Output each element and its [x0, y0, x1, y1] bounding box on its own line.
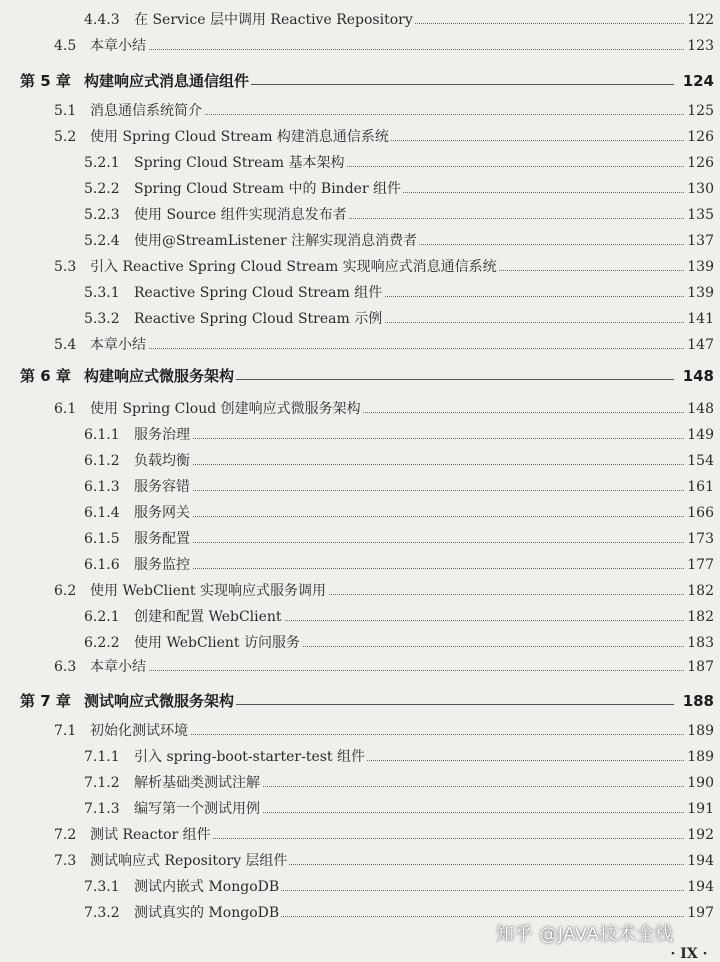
toc-entry-page: 191	[684, 797, 714, 821]
toc-entry-number: 5.3.1	[84, 285, 120, 301]
toc-entry-page: 192	[684, 823, 714, 847]
toc-leader-dots	[134, 423, 686, 439]
toc-entry-page: 197	[684, 901, 714, 925]
toc-entry-page: 190	[684, 771, 714, 795]
toc-entry-title: 解析基础类测试注解	[134, 771, 262, 795]
toc-entry-number: 6.1.2	[84, 453, 120, 469]
toc-entry-title: 构建响应式微服务架构	[84, 363, 236, 389]
toc-entry	[0, 655, 720, 679]
toc-entry-title: 使用 WebClient 实现响应式服务调用	[90, 579, 328, 603]
toc-entry-title: Spring Cloud Stream 中的 Binder 组件	[134, 177, 403, 201]
toc-entry-number: 6.1.1	[84, 427, 120, 443]
toc-entry-title: 使用 Spring Cloud 创建响应式微服务架构	[90, 397, 363, 421]
toc-entry-title: 构建响应式消息通信组件	[84, 68, 251, 94]
toc-entry-number: 5.2.1	[84, 155, 120, 171]
toc-entry-page: 125	[684, 99, 714, 123]
toc-leader-dots	[134, 527, 686, 543]
toc-entry-page: 182	[684, 579, 714, 603]
toc-entry	[0, 527, 720, 551]
toc-entry-page: 135	[684, 203, 714, 227]
toc-entry	[0, 579, 720, 603]
toc-entry-title: 服务治理	[134, 423, 192, 447]
toc-leader-dots	[90, 655, 686, 671]
toc-entry-number: 7.3.1	[84, 879, 120, 895]
toc-entry-number: 6.1	[54, 401, 77, 417]
toc-entry-number: 6.1.5	[84, 531, 120, 547]
toc-entry-title: 创建和配置 WebClient	[134, 605, 284, 629]
toc-entry-title: 服务监控	[134, 553, 192, 577]
toc-chapter	[0, 68, 720, 94]
toc-entry-number: 4.5	[54, 38, 77, 54]
toc-entry-page: 182	[684, 605, 714, 629]
toc-leader-dots	[90, 333, 686, 349]
toc-leader-dots	[134, 553, 686, 569]
toc-chapter	[0, 688, 720, 714]
toc-entry	[0, 203, 720, 227]
toc-entry-page: 123	[684, 34, 714, 58]
toc-entry-title: 初始化测试环境	[90, 719, 190, 743]
toc-entry-number: 6.1.4	[84, 505, 120, 521]
toc-entry	[0, 631, 720, 655]
toc-entry-title: 使用@StreamListener 注解实现消息消费者	[134, 229, 419, 253]
toc-entry	[0, 151, 720, 175]
toc-entry-title: Reactive Spring Cloud Stream 示例	[134, 307, 384, 331]
toc-entry-title: 引入 Reactive Spring Cloud Stream 实现响应式消息通信系统	[90, 255, 499, 279]
toc-entry	[0, 307, 720, 331]
toc-entry-number: 5.2.4	[84, 233, 120, 249]
page-number: · IX ·	[670, 946, 708, 962]
toc-entry	[0, 501, 720, 525]
toc-entry-page: 122	[684, 8, 714, 32]
toc-entry-number: 6.2.2	[84, 635, 120, 651]
toc-entry-number: 第 7 章	[20, 692, 71, 710]
toc-entry	[0, 177, 720, 201]
toc-entry-page: 189	[684, 745, 714, 769]
toc-entry-number: 6.1.3	[84, 479, 120, 495]
toc-entry-page: 149	[684, 423, 714, 447]
toc-entry-number: 5.2.3	[84, 207, 120, 223]
toc-leader-dots	[134, 449, 686, 465]
toc-entry	[0, 797, 720, 821]
toc-entry	[0, 8, 720, 32]
toc-entry	[0, 449, 720, 473]
toc-entry	[0, 849, 720, 873]
toc-entry-page: 139	[684, 255, 714, 279]
toc-leader-dots	[90, 34, 686, 50]
toc-entry	[0, 423, 720, 447]
toc-entry-page: 189	[684, 719, 714, 743]
toc-entry	[0, 333, 720, 357]
toc-leader-dots	[134, 475, 686, 491]
toc-entry-number: 7.1	[54, 723, 77, 739]
toc-entry	[0, 475, 720, 499]
toc-entry-title: Spring Cloud Stream 基本架构	[134, 151, 346, 175]
toc-leader-dots	[134, 501, 686, 517]
toc-entry-number: 第 6 章	[20, 367, 71, 385]
toc-entry-page: 148	[674, 363, 714, 389]
toc-entry-page: 166	[684, 501, 714, 525]
toc-entry	[0, 99, 720, 123]
toc-entry-title: 本章小结	[90, 655, 148, 679]
toc-chapter	[0, 363, 720, 389]
toc-entry-title: 使用 Source 组件实现消息发布者	[134, 203, 349, 227]
toc-entry-page: 173	[684, 527, 714, 551]
toc-entry-number: 7.1.3	[84, 801, 120, 817]
toc-entry-number: 6.2.1	[84, 609, 120, 625]
toc-entry-page: 188	[674, 688, 714, 714]
toc-entry	[0, 255, 720, 279]
toc-entry-title: 使用 WebClient 访问服务	[134, 631, 302, 655]
toc-entry-title: Reactive Spring Cloud Stream 组件	[134, 281, 384, 305]
toc-entry	[0, 281, 720, 305]
toc-entry-title: 本章小结	[90, 333, 148, 357]
toc-entry-page: 137	[684, 229, 714, 253]
toc-entry-title: 本章小结	[90, 34, 148, 58]
toc-entry-page: 148	[684, 397, 714, 421]
toc-entry-number: 5.1	[54, 103, 77, 119]
toc-entry-title: 在 Service 层中调用 Reactive Repository	[134, 8, 415, 32]
toc-entry	[0, 719, 720, 743]
toc-entry-title: 使用 Spring Cloud Stream 构建消息通信系统	[90, 125, 391, 149]
toc-entry-title: 测试真实的 MongoDB	[134, 901, 281, 925]
toc-entry	[0, 397, 720, 421]
toc-entry-page: 147	[684, 333, 714, 357]
toc-entry-page: 183	[684, 631, 714, 655]
toc-entry	[0, 771, 720, 795]
toc-entry-title: 服务配置	[134, 527, 192, 551]
toc-entry-number: 7.1.1	[84, 749, 120, 765]
toc-entry-title: 负载均衡	[134, 449, 192, 473]
toc-entry-title: 测试内嵌式 MongoDB	[134, 875, 281, 899]
toc-entry	[0, 553, 720, 577]
toc-entry	[0, 745, 720, 769]
toc-entry-number: 5.3	[54, 259, 77, 275]
toc-entry-page: 154	[684, 449, 714, 473]
toc-entry-number: 5.4	[54, 337, 77, 353]
toc-entry	[0, 34, 720, 58]
toc-entry-number: 第 5 章	[20, 72, 71, 90]
toc-entry-number: 4.4.3	[84, 12, 120, 28]
toc-entry-number: 7.1.2	[84, 775, 120, 791]
toc-entry-page: 139	[684, 281, 714, 305]
toc-entry-title: 引入 spring-boot-starter-test 组件	[134, 745, 367, 769]
toc-entry-title: 测试响应式微服务架构	[84, 688, 236, 714]
toc-entry-number: 5.3.2	[84, 311, 120, 327]
toc-entry-page: 177	[684, 553, 714, 577]
toc-entry-number: 7.3	[54, 853, 77, 869]
toc-entry-title: 测试响应式 Repository 层组件	[90, 849, 289, 873]
toc-entry	[0, 605, 720, 629]
toc-entry	[0, 125, 720, 149]
toc-entry-page: 124	[674, 68, 714, 94]
toc-entry-page: 194	[684, 875, 714, 899]
toc-entry-title: 服务网关	[134, 501, 192, 525]
toc-entry-page: 126	[684, 125, 714, 149]
toc-entry-number: 6.1.6	[84, 557, 120, 573]
watermark: 知乎 @JAVA技术全栈	[496, 924, 674, 945]
toc-entry-number: 6.3	[54, 659, 77, 675]
toc-entry	[0, 229, 720, 253]
toc-entry-title: 服务容错	[134, 475, 192, 499]
toc-entry-number: 5.2.2	[84, 181, 120, 197]
toc-entry-page: 130	[684, 177, 714, 201]
toc-entry	[0, 875, 720, 899]
toc-entry-page: 187	[684, 655, 714, 679]
toc-entry-page: 161	[684, 475, 714, 499]
toc-entry-title: 测试 Reactor 组件	[90, 823, 213, 847]
toc-entry	[0, 823, 720, 847]
toc-entry-page: 126	[684, 151, 714, 175]
toc-entry-page: 194	[684, 849, 714, 873]
toc-entry-number: 7.3.2	[84, 905, 120, 921]
toc-entry-title: 编写第一个测试用例	[134, 797, 262, 821]
toc-entry-number: 5.2	[54, 129, 77, 145]
toc-entry-number: 7.2	[54, 827, 77, 843]
toc-entry-number: 6.2	[54, 583, 77, 599]
toc-entry-page: 141	[684, 307, 714, 331]
toc-entry-title: 消息通信系统简介	[90, 99, 204, 123]
